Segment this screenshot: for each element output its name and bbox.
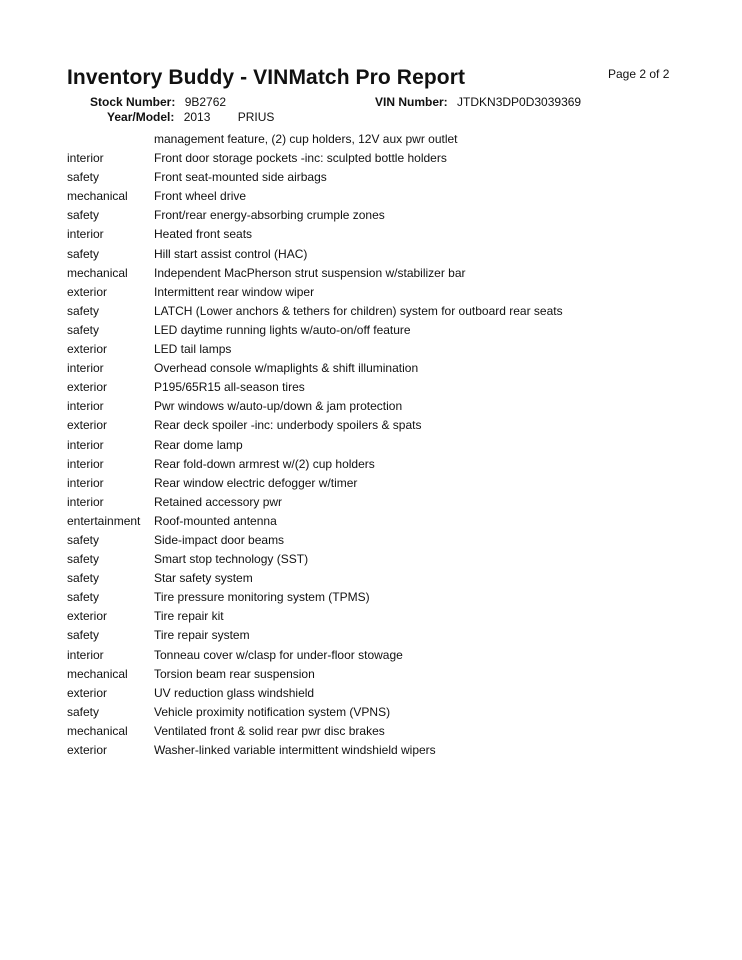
item-category: exterior (67, 418, 108, 433)
item-category: entertainment (67, 513, 141, 528)
item-category: safety (67, 628, 100, 643)
item-description: Independent MacPherson strut suspension w/stabilizer bar (154, 265, 466, 280)
list-item (67, 493, 707, 512)
item-description: Rear window electric defogger w/timer (154, 475, 358, 490)
item-category: safety (67, 552, 100, 567)
item-category: mechanical (67, 666, 128, 681)
list-item (67, 359, 707, 378)
item-description: Torsion beam rear suspension (154, 666, 315, 681)
stock-number-label: Stock Number: (90, 95, 176, 109)
item-description: Pwr windows w/auto-up/down & jam protection (154, 399, 403, 414)
list-item (67, 264, 707, 283)
list-item (67, 588, 707, 607)
item-category: exterior (67, 380, 108, 395)
item-description: Hill start assist control (HAC) (154, 246, 308, 261)
item-description: Side-impact door beams (154, 532, 285, 547)
item-category: exterior (67, 743, 108, 757)
item-category: mechanical (67, 723, 128, 738)
item-description: Vehicle proximity notification system (VPNS) (154, 704, 391, 719)
list-item (67, 206, 707, 225)
item-category: safety (67, 322, 100, 337)
stock-number-field (90, 95, 226, 109)
item-description: Front seat-mounted side airbags (154, 170, 327, 185)
item-category: interior (67, 456, 104, 471)
item-category: safety (67, 246, 100, 261)
item-category: interior (67, 494, 104, 509)
item-category: mechanical (67, 189, 128, 204)
list-item (67, 684, 707, 703)
item-category: interior (67, 227, 104, 242)
report-title: Inventory Buddy - VINMatch Pro Report (67, 66, 466, 89)
item-description: Roof-mounted antenna (154, 513, 277, 528)
list-item (67, 397, 707, 416)
item-description: Tonneau cover w/clasp for under-floor stowage (154, 647, 403, 662)
list-item (67, 416, 707, 435)
list-item (67, 245, 707, 264)
list-item (67, 436, 707, 455)
list-item (67, 225, 707, 244)
item-description: management feature, (2) cup holders, 12V aux pwr outlet (154, 132, 458, 146)
vin-field (375, 95, 581, 109)
item-description: LED daytime running lights w/auto-on/off feature (154, 322, 411, 337)
year-model-label: Year/Model: (107, 110, 175, 124)
item-category: safety (67, 170, 100, 185)
item-description: Smart stop technology (SST) (154, 552, 309, 567)
item-description: LATCH (Lower anchors & tethers for children) system for outboard rear seats (154, 303, 563, 318)
list-item-continuation (67, 130, 707, 149)
stock-number-value: 9B2762 (184, 95, 227, 109)
item-description: LED tail lamps (154, 342, 232, 357)
list-item (67, 646, 707, 665)
list-item (67, 550, 707, 569)
list-item (67, 455, 707, 474)
item-description: Washer-linked variable intermittent windshield wipers (154, 743, 436, 757)
item-category: exterior (67, 685, 108, 700)
list-item (67, 703, 707, 722)
item-category: exterior (67, 342, 108, 357)
item-category: safety (67, 590, 100, 605)
item-description: UV reduction glass windshield (154, 685, 315, 700)
year-value: 2013 (183, 110, 211, 124)
list-item (67, 665, 707, 684)
item-category: exterior (67, 284, 108, 299)
item-description: Tire repair system (154, 628, 250, 643)
item-category: mechanical (67, 265, 128, 280)
item-category: safety (67, 208, 100, 223)
equipment-list (67, 130, 707, 760)
vin-value: JTDKN3DP0D3039369 (457, 95, 582, 109)
item-category: safety (67, 571, 100, 586)
item-description: Front wheel drive (154, 189, 247, 204)
item-category: interior (67, 151, 104, 166)
item-category: safety (67, 704, 100, 719)
list-item (67, 168, 707, 187)
list-item (67, 741, 707, 760)
item-description: Overhead console w/maplights & shift illumination (154, 361, 419, 376)
item-category: safety (67, 532, 100, 547)
item-category: exterior (67, 609, 108, 624)
item-description: Ventilated front & solid rear pwr disc brakes (154, 723, 385, 738)
list-item (67, 626, 707, 645)
item-description: Tire repair kit (154, 609, 224, 624)
list-item (67, 283, 707, 302)
item-description: Intermittent rear window wiper (154, 284, 315, 299)
item-description: Front door storage pockets -inc: sculpted bottle holders (154, 151, 447, 166)
page-number: Page 2 of 2 (608, 67, 670, 81)
item-description: Retained accessory pwr (154, 494, 283, 509)
item-category: safety (67, 303, 100, 318)
item-description: Rear dome lamp (154, 437, 243, 452)
model-value: PRIUS (237, 110, 275, 124)
item-description: Heated front seats (154, 227, 253, 242)
list-item (67, 187, 707, 206)
list-item (67, 607, 707, 626)
vin-label: VIN Number: (375, 95, 448, 109)
year-model-field (107, 110, 274, 124)
list-item (67, 149, 707, 168)
list-item (67, 302, 707, 321)
list-item (67, 321, 707, 340)
item-category: interior (67, 475, 104, 490)
item-description: Front/rear energy-absorbing crumple zones (154, 208, 385, 223)
list-item (67, 378, 707, 397)
list-item (67, 531, 707, 550)
item-category: interior (67, 361, 104, 376)
item-description: Star safety system (154, 571, 253, 586)
item-category: interior (67, 647, 104, 662)
item-category: interior (67, 437, 104, 452)
list-item (67, 340, 707, 359)
item-description: P195/65R15 all-season tires (154, 380, 305, 395)
item-description: Rear deck spoiler -inc: underbody spoilers & spats (154, 418, 422, 433)
list-item (67, 512, 707, 531)
list-item (67, 722, 707, 741)
item-category: interior (67, 399, 104, 414)
item-description: Rear fold-down armrest w/(2) cup holders (154, 456, 375, 471)
list-item (67, 569, 707, 588)
list-item (67, 474, 707, 493)
item-description: Tire pressure monitoring system (TPMS) (154, 590, 370, 605)
